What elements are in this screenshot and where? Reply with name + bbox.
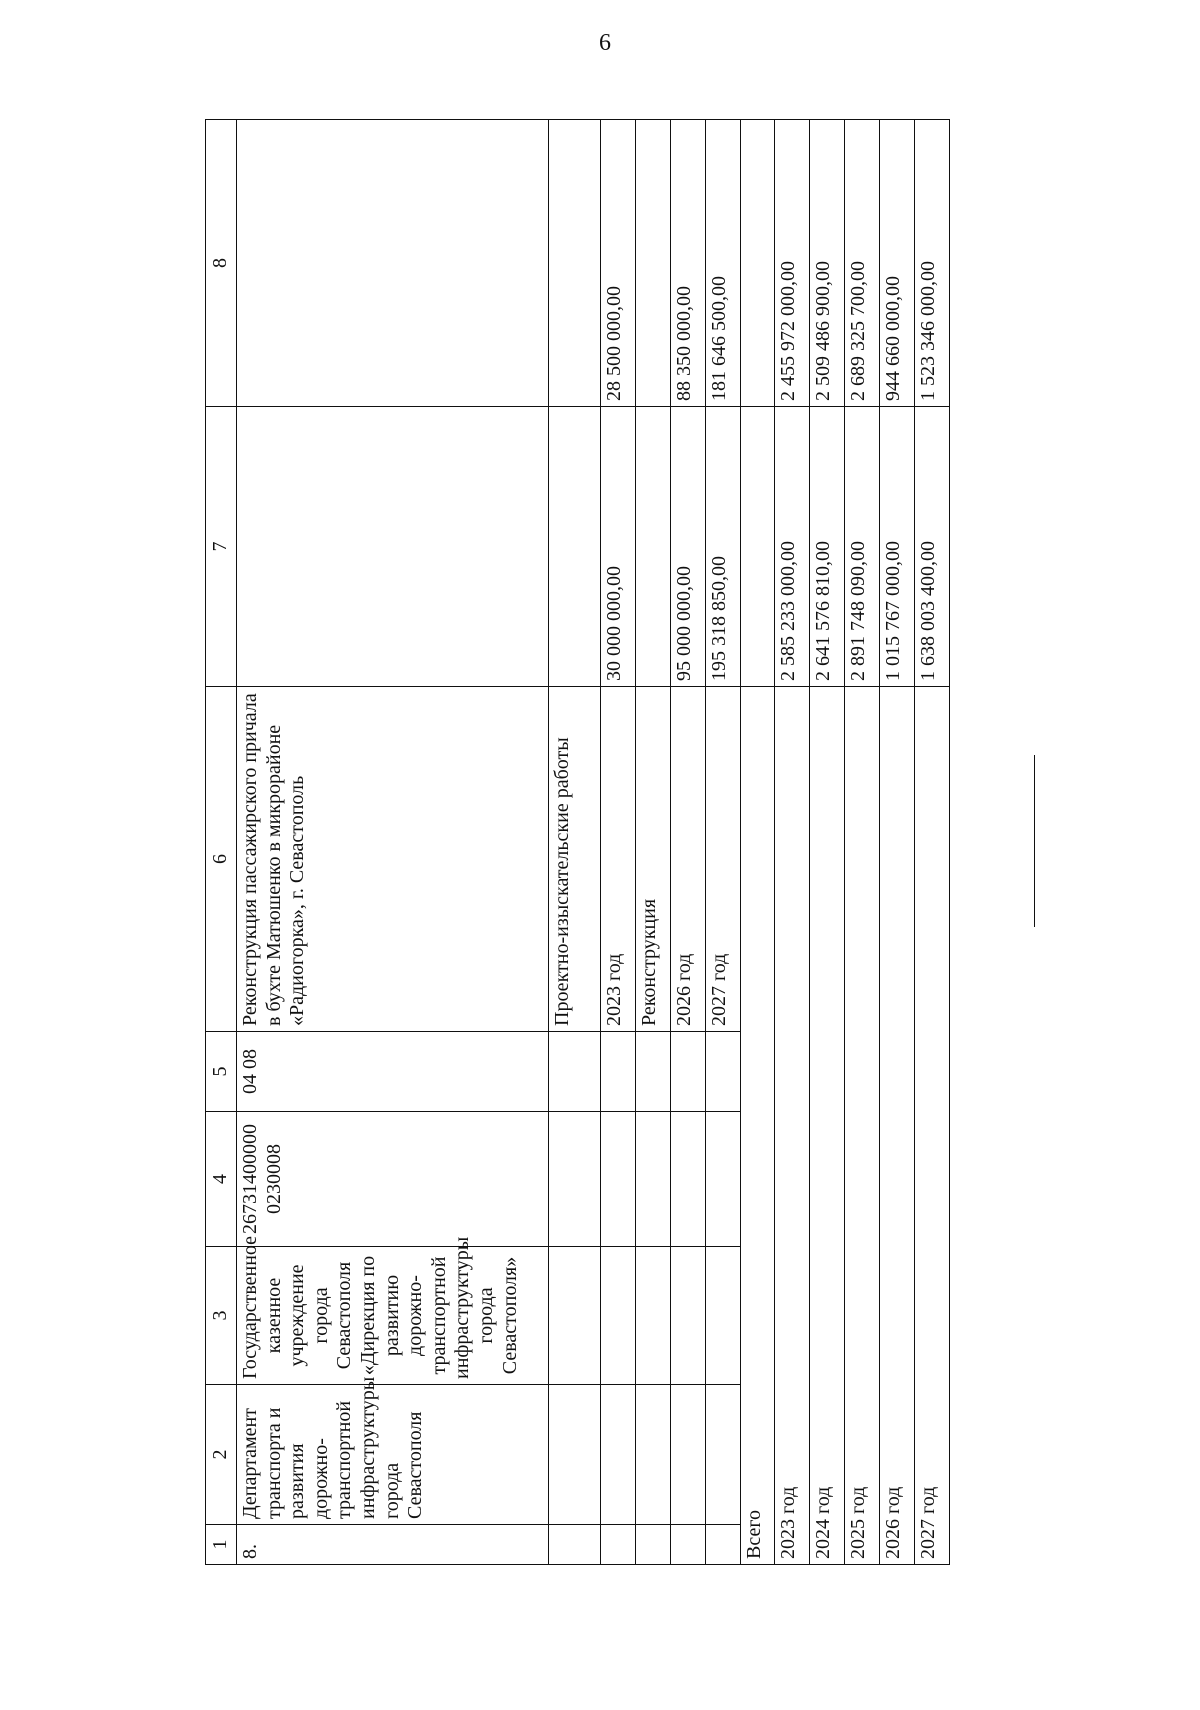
totals-col7: 2 585 233 000,00 [775, 407, 810, 687]
column-header: 5 [206, 1032, 237, 1112]
department-cell: Департамент транспорта и развития дорожно-транспортной инфраструктуры города Севастополя [237, 1385, 549, 1525]
stage-year-row [705, 120, 740, 1565]
column-header: 4 [206, 1112, 237, 1247]
page-number: 6 [599, 30, 611, 56]
totals-year: 2024 год [810, 687, 845, 1565]
totals-label-row [740, 120, 775, 1565]
totals-year: 2023 год [775, 687, 810, 1565]
rotated-table-frame [205, 120, 950, 1565]
item-main-row [237, 120, 549, 1565]
column-header: 2 [206, 1385, 237, 1525]
amount-col8: 181 646 500,00 [705, 120, 740, 407]
column-header: 8 [206, 120, 237, 407]
totals-label: Всего [740, 687, 775, 1565]
totals-col8: 2 509 486 900,00 [810, 120, 845, 407]
year-label: 2023 год [601, 687, 636, 1032]
institution-cell: Государственное казенное учреждение города Севастополя «Дирекция по развитию дорожно-транспортной инфраструктуры города Севастополя» [237, 1247, 549, 1385]
stage-label: Проектно-изыскательские работы [549, 687, 601, 1032]
stage-year-row [670, 120, 705, 1565]
totals-row [810, 120, 845, 1565]
section-cell: 04 08 [237, 1032, 549, 1112]
stage-row [549, 120, 601, 1565]
stage-label: Реконструкция [635, 687, 670, 1032]
object-cell: Реконструкция пассажирского причала в бухте Матюшенко в микрорайоне «Радиогорка», г. Севастополь [237, 687, 549, 1032]
totals-col8: 2 689 325 700,00 [845, 120, 880, 407]
totals-row [775, 120, 810, 1565]
column-header: 7 [206, 407, 237, 687]
year-label: 2026 год [670, 687, 705, 1032]
stage-year-row [601, 120, 636, 1565]
amount-col8: 88 350 000,00 [670, 120, 705, 407]
totals-year: 2027 год [915, 687, 950, 1565]
column-header: 1 [206, 1525, 237, 1565]
totals-row [880, 120, 915, 1565]
totals-col7: 2 641 576 810,00 [810, 407, 845, 687]
amount-col7: 30 000 000,00 [601, 407, 636, 687]
amount-col7: 195 318 850,00 [705, 407, 740, 687]
totals-col7: 2 891 748 090,00 [845, 407, 880, 687]
year-label: 2027 год [705, 687, 740, 1032]
empty-cell [237, 407, 549, 687]
totals-col8: 944 660 000,00 [880, 120, 915, 407]
amount-col7: 95 000 000,00 [670, 407, 705, 687]
header-row [206, 120, 237, 1565]
totals-row [845, 120, 880, 1565]
budget-table [205, 119, 950, 1565]
end-of-document-line [1034, 755, 1035, 927]
totals-col7: 1 638 003 400,00 [915, 407, 950, 687]
totals-col7: 1 015 767 000,00 [880, 407, 915, 687]
stage-row [635, 120, 670, 1565]
totals-col8: 2 455 972 000,00 [775, 120, 810, 407]
empty-cell [237, 120, 549, 407]
totals-year: 2025 год [845, 687, 880, 1565]
column-header: 3 [206, 1247, 237, 1385]
item-number: 8. [237, 1525, 549, 1565]
totals-row [915, 120, 950, 1565]
code-cell: 26731400000 0230008 [237, 1112, 549, 1247]
column-header: 6 [206, 687, 237, 1032]
totals-year: 2026 год [880, 687, 915, 1565]
amount-col8: 28 500 000,00 [601, 120, 636, 407]
totals-col8: 1 523 346 000,00 [915, 120, 950, 407]
